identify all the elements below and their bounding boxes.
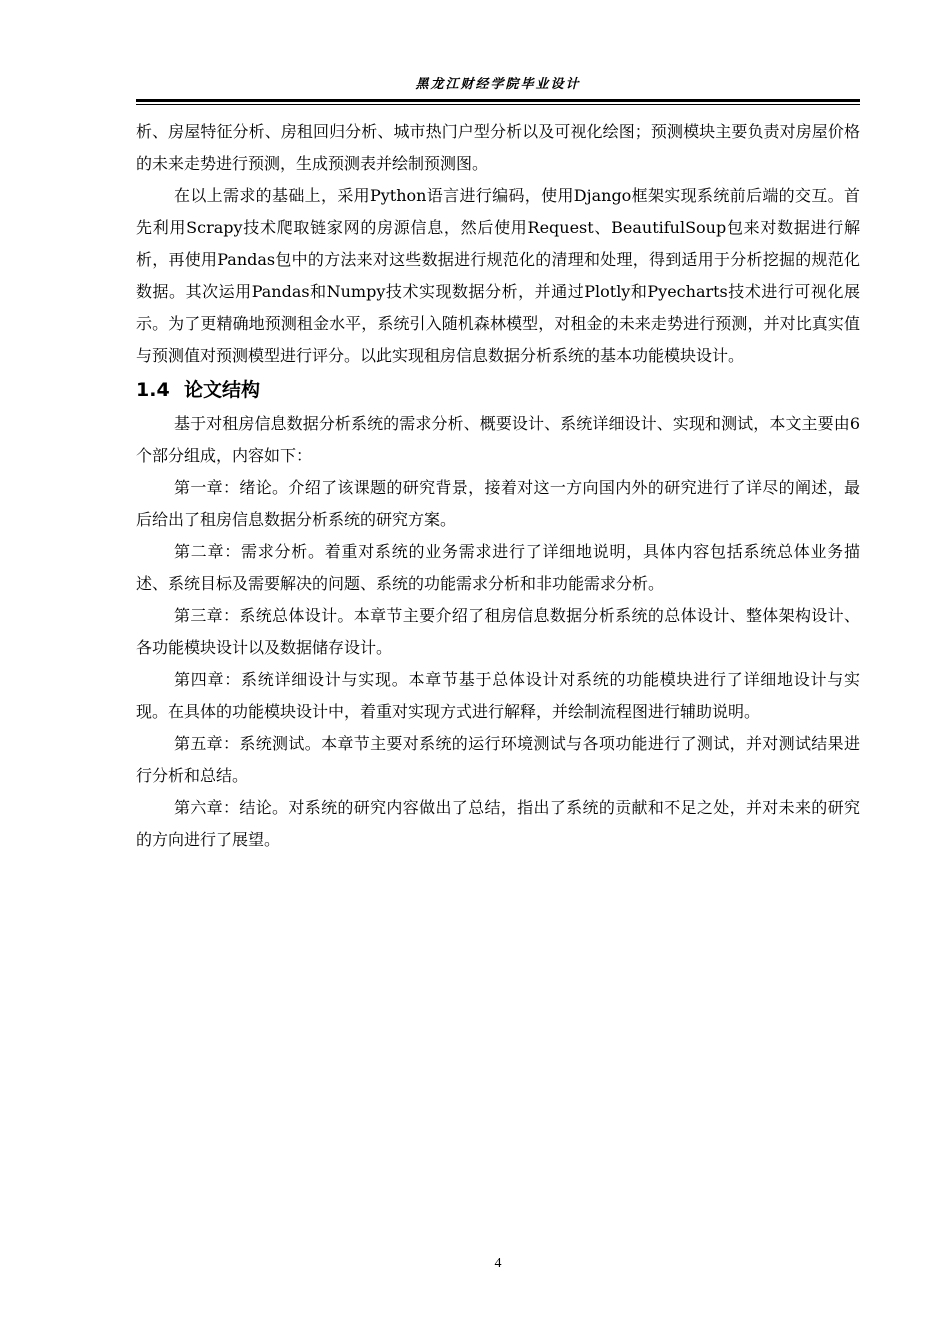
body-text [136,116,860,856]
paragraph-chapter-5: 第五章：系统测试。本章节主要对系统的运行环境测试与各项功能进行了测试，并对测试结果进行分析和总结。 [136,734,860,785]
paragraph-chapter-1: 第一章：绪论。介绍了该课题的研究背景，接着对这一方向国内外的研究进行了详尽的阐述，最后给出了租房信息数据分析系统的研究方案。 [136,478,860,529]
header-rule-thin [136,104,860,105]
paragraph-continuation: 析、房屋特征分析、房租回归分析、城市热门户型分析以及可视化绘图；预测模块主要负责对房屋价格的未来走势进行预测，生成预测表并绘制预测图。 [136,122,860,173]
paragraph-chapter-4: 第四章：系统详细设计与实现。本章节基于总体设计对系统的功能模块进行了详细地设计与实现。在具体的功能模块设计中，着重对实现方式进行解释，并绘制流程图进行辅助说明。 [136,670,860,721]
paragraph-implementation: 在以上需求的基础上，采用Python语言进行编码，使用Django框架实现系统前后端的交互。首先利用Scrapy技术爬取链家网的房源信息，然后使用Request、BeautifulSoup包来对数据进行解析，再使用Pandas包中的方法来对这些数据进行规范化的清理和处理，得到适用于分析挖掘的规范化数据。其次运用Pandas和Numpy技术实现数据分析，并通过Plotly和Pyecharts技术进行可视化展示。为了更精确地预测租金水平，系统引入随机森林模型，对租金的未来走势进行预测，并对比真实值与预测值对预测模型进行评分。以此实现租房信息数据分析系统的基本功能模块设计。 [136,186,860,365]
header-rule-thick [136,99,860,102]
section-number: 1.4 [136,379,170,401]
paragraph-chapter-2: 第二章：需求分析。着重对系统的业务需求进行了详细地说明，具体内容包括系统总体业务描述、系统目标及需要解决的问题、系统的功能需求分析和非功能需求分析。 [136,542,860,593]
section-title: 论文结构 [184,379,261,401]
paragraph-structure-intro: 基于对租房信息数据分析系统的需求分析、概要设计、系统详细设计、实现和测试，本文主要由6个部分组成，内容如下： [136,414,860,465]
page-header-title: 黑龙江财经学院毕业设计 [415,77,581,92]
paragraph-chapter-6: 第六章：结论。对系统的研究内容做出了总结，指出了系统的贡献和不足之处，并对未来的研究的方向进行了展望。 [136,798,860,849]
paragraph-chapter-3: 第三章：系统总体设计。本章节主要介绍了租房信息数据分析系统的总体设计、整体架构设计、各功能模块设计以及数据储存设计。 [136,606,860,657]
page-number: 4 [494,1256,502,1271]
section-heading [136,372,860,408]
